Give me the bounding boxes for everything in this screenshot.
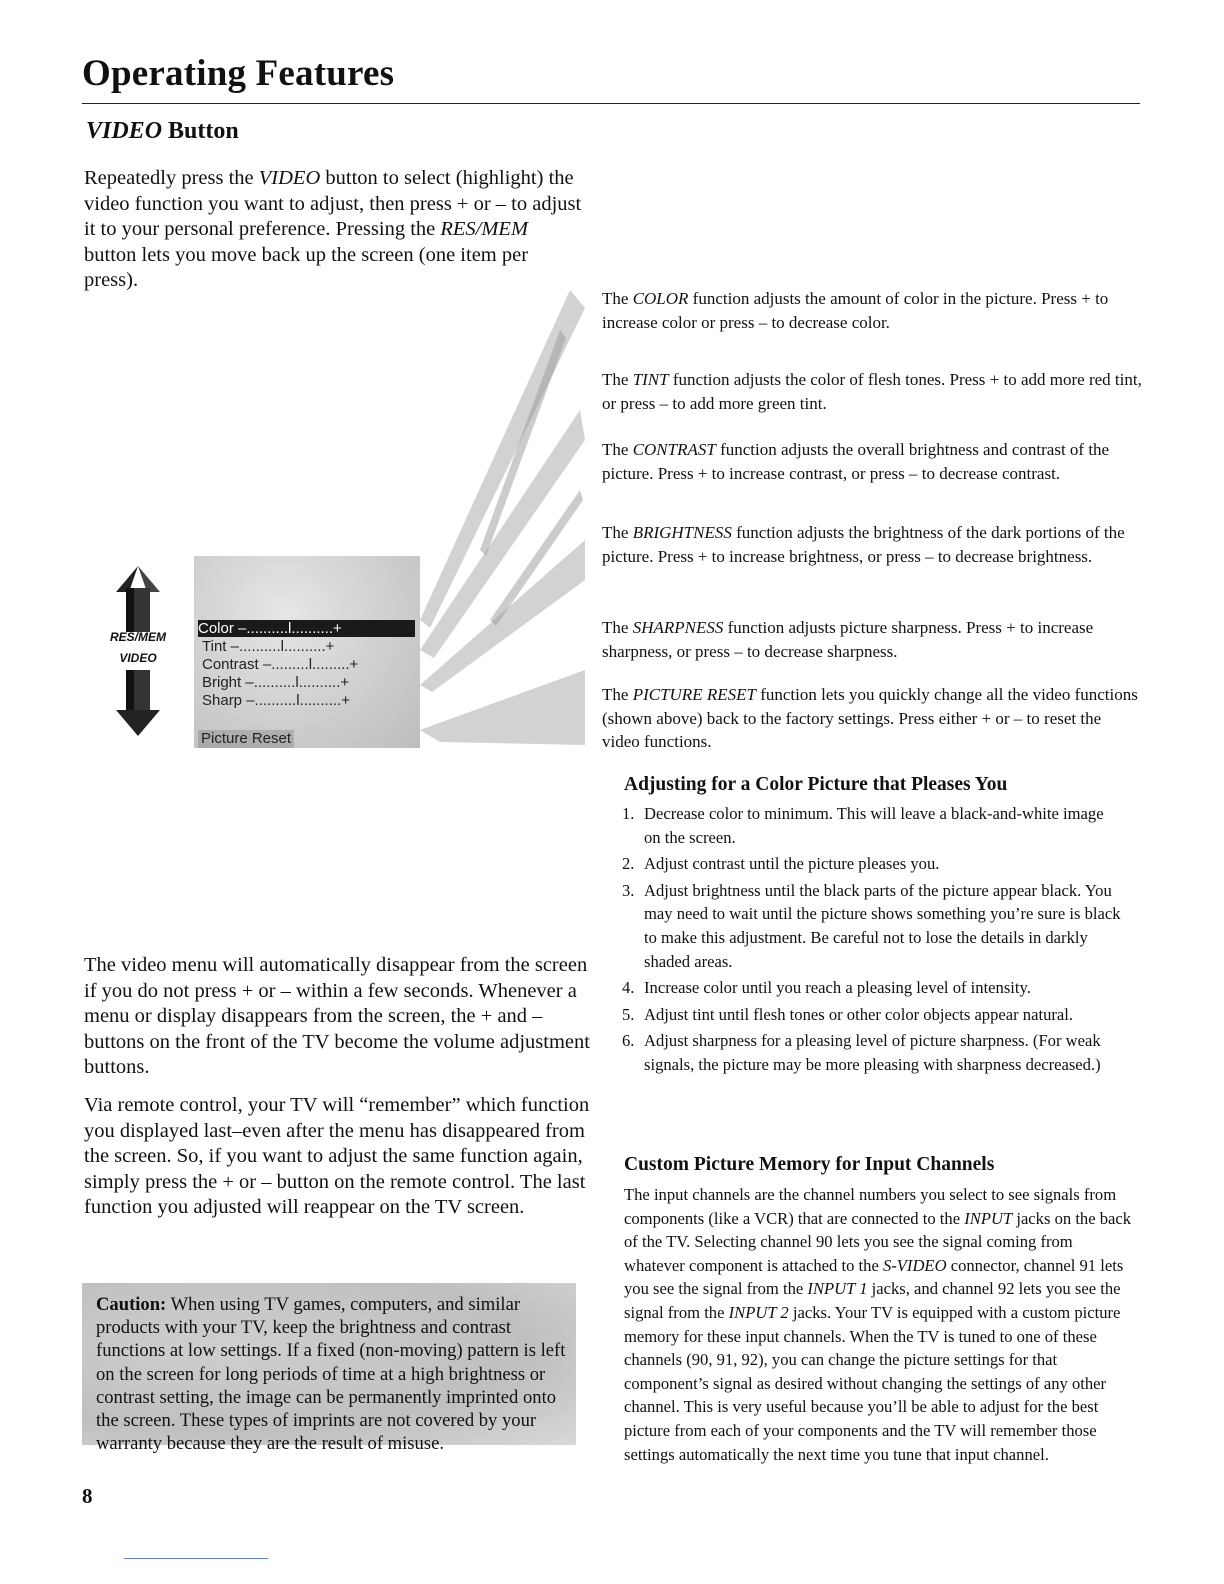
text: jacks, and channel 92 lets you see the signal from the bbox=[624, 1279, 1121, 1322]
step-number: 6. bbox=[622, 1031, 635, 1051]
caution-body: When using TV games, computers, and similar products with your TV, keep the brightness and contrast functions at low settings. If a fixed (non-moving) pattern is left on the screen for long periods of time at a high brightness or contrast setting, the image can be permanently imprinted onto the screen. These types of imprints are not covered by your warranty because they are the result of misuse. bbox=[96, 1294, 566, 1455]
list-item bbox=[622, 852, 1122, 876]
step-number: 3. bbox=[622, 880, 635, 900]
text: The bbox=[602, 440, 633, 459]
remember-paragraph: Via remote control, your TV will “remember” which function you displayed last–even after the menu has disappeared from the screen. So, if you want to adjust the same function again, simply press the + or – button on the remote control. The last function you adjusted will reappear on the TV screen. bbox=[84, 1094, 590, 1219]
step-number: 1. bbox=[622, 804, 635, 823]
video-menu-illustration bbox=[194, 556, 420, 748]
input1-term: INPUT 1 bbox=[807, 1279, 868, 1299]
caution-label: Caution: bbox=[96, 1294, 167, 1315]
text: function lets you quickly change all the video functions (shown above) back to the factory settings. Press either + or – to reset the video functions. bbox=[602, 685, 1138, 751]
tint-function-description bbox=[602, 368, 1142, 415]
input-term: INPUT bbox=[964, 1208, 1013, 1228]
input2-term: INPUT 2 bbox=[728, 1302, 789, 1322]
adjusting-steps-list bbox=[622, 802, 1122, 1080]
picture-reset-function-description bbox=[602, 683, 1142, 754]
text: The bbox=[602, 289, 633, 308]
text: function adjusts the overall brightness and contrast of the picture. Press + to increase contrast, or press – to decrease contrast. bbox=[602, 440, 1110, 483]
menu-item-tint: Tint –..........l..........+ bbox=[202, 638, 335, 655]
list-item bbox=[622, 1003, 1122, 1027]
custom-memory-paragraph bbox=[624, 1183, 1134, 1466]
footer-rule bbox=[124, 1558, 268, 1559]
step-text: Adjust tint until flesh tones or other color objects appear natural. bbox=[644, 1004, 1074, 1024]
text: function adjusts the brightness of the dark portions of the picture. Press + to increase brightness, or press – to decrease brightness. bbox=[602, 523, 1125, 566]
text: The bbox=[602, 523, 633, 542]
tint-term: TINT bbox=[632, 370, 669, 389]
color-term: COLOR bbox=[632, 289, 689, 308]
intro-text-1: Repeatedly press the bbox=[84, 167, 259, 189]
intro-resmem-term: RES/MEM bbox=[440, 218, 529, 241]
section-title-rest: Button bbox=[162, 118, 239, 144]
resmem-label: RES/MEM bbox=[109, 630, 166, 644]
step-number: 5. bbox=[622, 1004, 635, 1024]
intro-text-2: button to select (highlight) the video function you want to adjust, then press + or – to adjust it to your personal preference. Pressing the bbox=[84, 167, 582, 241]
intro-paragraph bbox=[84, 166, 584, 294]
list-item bbox=[622, 976, 1122, 1000]
menu-item-contrast: Contrast –.........l.........+ bbox=[202, 656, 359, 673]
menu-item-color: Color –..........l..........+ bbox=[198, 620, 415, 637]
text: jacks on the back of the TV. Selecting channel 90 lets you see the signal coming from whatever component is attached to the bbox=[624, 1208, 1132, 1275]
text: The bbox=[602, 370, 633, 389]
text: The input channels are the channel numbers you select to see signals from components (like a VCR) that are connected to the bbox=[624, 1185, 1117, 1228]
page-number: 8 bbox=[82, 1484, 93, 1508]
menu-item-sharp: Sharp –..........l..........+ bbox=[202, 692, 350, 709]
text: The bbox=[602, 618, 633, 637]
brightness-function-description bbox=[602, 521, 1142, 568]
sharpness-function-description bbox=[602, 616, 1142, 663]
step-text: Adjust brightness until the black parts of the picture appear black. You may need to wait until the picture shows something you’re sure is black to make this adjustment. Be careful not to lose the details in darkly shaded areas. bbox=[644, 880, 1121, 971]
text: connector, channel 91 lets you see the signal from the bbox=[624, 1255, 1124, 1299]
menu-item-bright: Bright –..........l..........+ bbox=[202, 674, 350, 691]
caution-text bbox=[96, 1293, 568, 1455]
picture-reset-term: PICTURE RESET bbox=[632, 685, 756, 704]
step-text: Adjust sharpness for a pleasing level of picture sharpness. (For weak signals, the picture may be more pleasing with sharpness decreased.) bbox=[644, 1031, 1101, 1074]
auto-disappear-paragraph: The video menu will automatically disappear from the screen if you do not press + or – within a few seconds. Whenever a menu or display disappears from the screen, the + and – buttons on the front of the TV become the volume adjustment buttons. bbox=[84, 954, 590, 1079]
color-function-description bbox=[602, 287, 1142, 334]
contrast-function-description bbox=[602, 438, 1142, 485]
list-item bbox=[622, 802, 1122, 849]
custom-memory-heading: Custom Picture Memory for Input Channels bbox=[624, 1154, 995, 1175]
step-text: Decrease color to minimum. This will leave a black-and-white image on the screen. bbox=[644, 804, 1104, 847]
text: function adjusts the color of flesh tones. Press + to add more red tint, or press – to add more green tint. bbox=[602, 370, 1142, 413]
text: function adjusts the amount of color in the picture. Press + to increase color or press – to decrease color. bbox=[602, 289, 1109, 332]
text: function adjusts picture sharpness. Press + to increase sharpness, or press – to decrease sharpness. bbox=[602, 618, 1094, 661]
step-text: Increase color until you reach a pleasing level of intensity. bbox=[644, 978, 1031, 998]
section-title bbox=[86, 118, 239, 145]
list-item bbox=[622, 1029, 1122, 1076]
down-arrow-icon bbox=[116, 670, 160, 736]
text: jacks. Your TV is equipped with a custom picture memory for these input channels. When the TV is tuned to one of these channels (90, 91, 92), you can change the picture settings for that component’s signal as desired without changing the settings of any other channel. This is very useful because you’ll be able to adjust for the best picture from each of your components and the TV will remember those settings automatically the next time you tune that input channel. bbox=[624, 1302, 1121, 1464]
title-divider bbox=[82, 103, 1140, 104]
svideo-term: S-VIDEO bbox=[882, 1255, 947, 1275]
section-title-italic: VIDEO bbox=[86, 118, 163, 144]
up-arrow-icon bbox=[116, 566, 160, 632]
video-label: VIDEO bbox=[119, 651, 157, 665]
contrast-term: CONTRAST bbox=[632, 440, 716, 459]
page-title: Operating Features bbox=[82, 53, 395, 94]
menu-item-picture-reset: Picture Reset bbox=[198, 730, 294, 748]
adjusting-heading: Adjusting for a Color Picture that Pleases You bbox=[624, 774, 1008, 795]
list-item bbox=[622, 879, 1122, 973]
intro-text-3: button lets you move back up the screen (one item per press). bbox=[84, 243, 529, 292]
step-number: 4. bbox=[622, 978, 635, 998]
intro-video-term: VIDEO bbox=[258, 167, 321, 189]
light-rays-graphic bbox=[420, 290, 585, 750]
brightness-term: BRIGHTNESS bbox=[632, 523, 732, 542]
text: The bbox=[602, 685, 633, 704]
sharpness-term: SHARPNESS bbox=[632, 618, 724, 637]
step-number: 2. bbox=[622, 854, 635, 874]
step-text: Adjust contrast until the picture pleases you. bbox=[644, 854, 940, 874]
